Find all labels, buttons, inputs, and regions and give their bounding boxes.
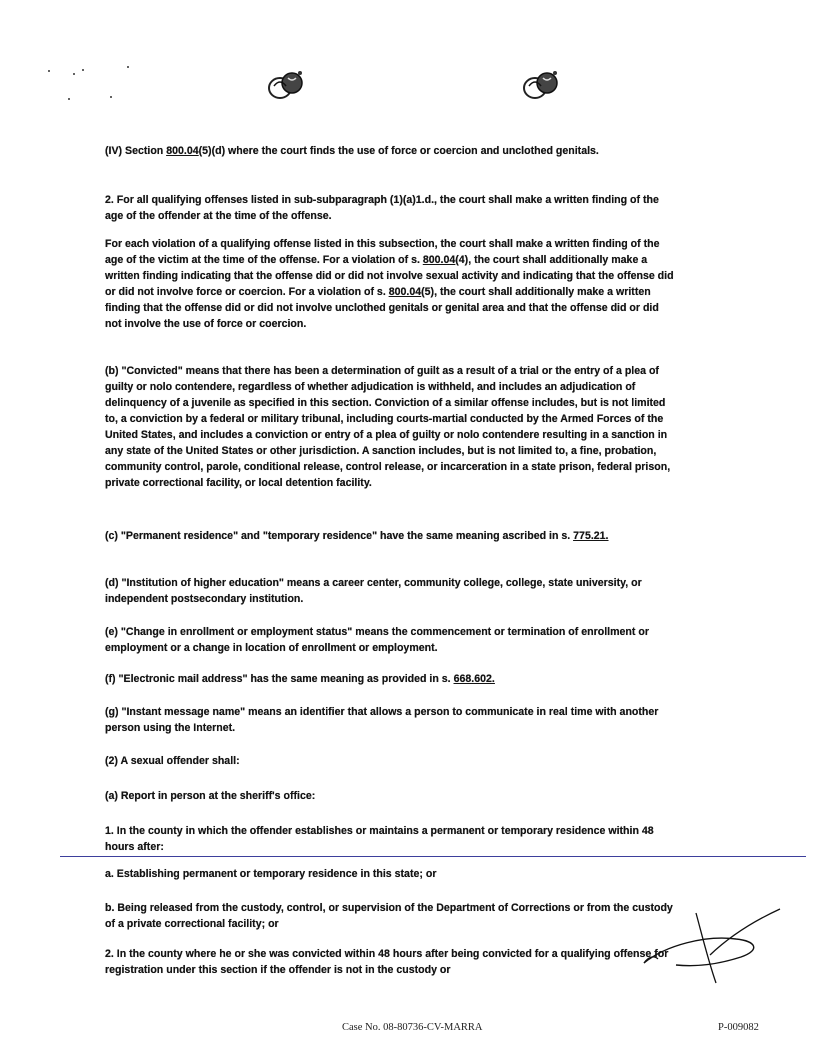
paragraph-a-report-in-person: (a) Report in person at the sheriff's office: [105,790,316,802]
paragraph-2-offender-age: 2. For all qualifying offenses listed in sub-subparagraph (1)(a)1.d., the court shall make a written finding of the age of the offender at the time of the offense. [105,194,659,222]
paragraph-text: (c) "Permanent residence" and "temporary residence" have the same meaning ascribed in s. [105,530,574,542]
paragraph-a-establishing-residence: a. Establishing permanent or temporary residence in this state; or [105,868,437,880]
paragraph-text: (5)(d) where the court finds the use of force or coercion and unclothed genitals. [198,145,599,157]
paragraph-text: (4), the court shall additionally make a written finding indicating that the offense did or did not involve sexual activity and indicating that the offense did or did not involve force or coercion. For a violation of s. [105,254,674,298]
paragraph-text: (f) "Electronic mail address" has the same meaning as provided in s. [105,673,454,685]
scan-speck [82,69,84,71]
paragraph-e-enrollment-status: (e) "Change in enrollment or employment status" means the commencement or termination of enrollment or employment or a change in location of enrollment or employment. [105,626,649,654]
paragraph-1-county-residence: 1. In the county in which the offender establishes or maintains a permanent or temporary residence within 48 hours after: [105,825,654,853]
paragraph-iv-section-800-04 [105,143,675,159]
seal-emblem-icon [262,64,310,104]
statute-link-800-04[interactable]: 800.04 [166,145,199,157]
paragraph-victim-age-findings [105,236,675,332]
paragraph-b-convicted-definition: (b) "Convicted" means that there has been a determination of guilt as a result of a trial or the entry of a plea of guilty or nolo contendere, regardless of whether adjudication is withheld, and includes an adjudication of delinquency of a juvenile as specified in this section. Conviction of a similar offense includes, but is not limited to, a conviction by a federal or military tribunal, including courts-martial conducted by the Armed Forces of the United States, and includes a conviction or entry of a plea of guilty or nolo contendere resulting in a sanction in any state of the United States or other jurisdiction. A sanction includes, but is not limited to, a fine, probation, community control, parole, conditional release, control release, or incarceration in a state prison, federal prison, private correctional facility, or local detention facility. [105,365,671,489]
handwritten-signature-icon [636,905,786,990]
paragraph-b-released-from-custody: b. Being released from the custody, control, or supervision of the Department of Corrections or from the custody of a private correctional facility; or [105,902,673,930]
scan-speck [48,70,50,72]
scan-speck [73,73,75,75]
paragraph-text: (5), the court shall additionally make a written finding that the offense did or did not involve unclothed genitals or genital area and that the offense did or did not involve the use of force or coercion. [105,286,659,330]
paragraph-g-instant-message-name: (g) "Instant message name" means an identifier that allows a person to communicate in real time with another person using the Internet. [105,706,659,734]
paragraph-2-county-convicted: 2. In the county where he or she was convicted within 48 hours after being convicted for a qualifying offense for registration under this section if the offender is not in the custody or [105,948,669,976]
paragraph-2-sexual-offender-shall: (2) A sexual offender shall: [105,755,240,767]
case-number: Case No. 08-80736-CV-MARRA [342,1022,483,1033]
paragraph-c-residence-definition [105,528,675,544]
paragraph-text: (IV) Section [105,145,167,157]
scan-speck [110,96,112,98]
statute-link-800-04[interactable]: 800.04 [422,254,456,266]
bates-page-number: P-009082 [718,1022,759,1033]
scan-speck [127,66,129,68]
scan-speck [68,98,70,100]
divider-line [60,856,806,857]
statute-link-800-04[interactable]: 800.04 [388,286,422,298]
statute-link-668-602[interactable]: 668.602. [453,673,495,685]
paragraph-text: For each violation of a qualifying offense listed in this subsection, the court shall make a written finding of the age of the victim at the time of the offense. For a violation of s. [105,238,660,266]
seal-emblem-icon [517,64,565,104]
statute-link-775-21[interactable]: 775.21. [573,530,609,542]
paragraph-d-higher-education: (d) "Institution of higher education" means a career center, community college, college, state university, or independent postsecondary institution. [105,577,642,605]
paragraph-f-email-address [105,671,675,687]
